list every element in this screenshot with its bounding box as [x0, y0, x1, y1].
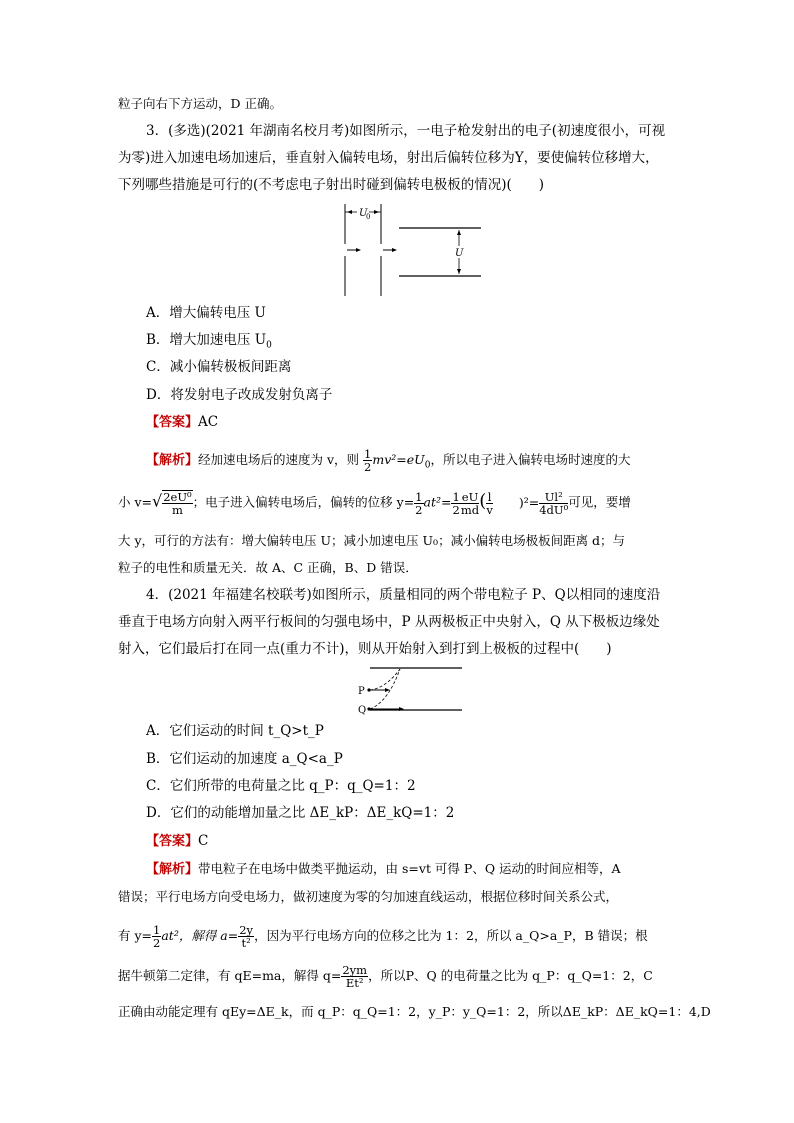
q4-figure-parallel-plates	[352, 662, 468, 718]
q4-solution-line2: 错误；平行电场方向受电场力，做初速度为零的匀加速直线运动，根据位移时间关系公式，	[118, 889, 619, 904]
fig-label-u0: U	[359, 208, 368, 219]
q4-solution-line5: 正确由动能定理有 qEy=ΔE_k，而 q_P：q_Q=1：2，y_P：y_Q=1：2，所以ΔE_kP：ΔE_kQ=1：4,D	[118, 1004, 711, 1019]
q4-answer: 【答案】C	[146, 833, 209, 849]
q3-stem-line3: 下列哪些措施是可行的(不考虑电子射出时碰到偏转电极板的情况)( )	[118, 177, 545, 193]
q3-stem-line1: 3．(多选)(2021 年湖南名校月考)如图所示，一电子枪发射出的电子(初速度很小，可视	[146, 123, 666, 139]
q3-option-d: D．将发射电子改成发射负离子	[146, 387, 333, 403]
fig-label-p: P	[358, 686, 365, 697]
text-line: 粒子向右下方运动，D 正确。	[118, 96, 282, 111]
q3-solution-line4: 粒子的电性和质量无关．故 A、C 正确，B、D 错误．	[118, 560, 418, 575]
q4-stem-line2: 垂直于电场方向射入两平行板间的匀强电场中，P 从两极板正中央射入，Q 从下极板边缘处	[118, 614, 660, 630]
q4-solution-line4: 据牛顿第二定律，有 qE=ma，解得 q= $\frac{2ym}{\text{Et²}}$ ，所以P、Q 的电荷量之比为 q_P：q_Q=1：2，C	[118, 963, 653, 990]
q4-option-a: A．它们运动的时间 t_Q>t_P	[146, 723, 324, 739]
q4-stem-line1: 4．(2021 年福建名校联考)如图所示，质量相同的两个带电粒子 P、Q以相同的速度沿	[146, 587, 661, 603]
q4-option-c: C．它们所带的电荷量之比 q_P：q_Q=1：2	[146, 778, 416, 794]
q3-stem-line2: 为零)进入加速电场加速后，垂直射入偏转电场，射出后偏转位移为Y，要使偏转位移增大，	[118, 150, 659, 166]
q4-stem-line3: 射入，它们最后打在同一点(重力不计)，则从开始射入到打到上极板的过程中( )	[118, 641, 612, 657]
q3-option-b: B．增大加速电压 $U_0$	[146, 332, 272, 351]
q4-solution-line1: 【解析】带电粒子在电场中做类平抛运动，由 s=vt 可得 P、Q 运动的时间应相等，A	[146, 861, 621, 877]
q4-solution-line3: 有 y= $\frac{1}{2}$ at²，解得 a= $\frac{2y}{\text{t²}}$ ，因为平行电场方向的位移之比为 1：2，所以 a_Q>a_P，B 错误；根	[118, 923, 648, 950]
q3-option-c: C．减小偏转极板间距离	[146, 359, 292, 375]
q3-solution-line1: 【解析】经加速电场后的速度为 v，则 $\frac{1}{2}$ $mv^2=eU_0$，所以电子进入偏转电场时速度的大	[146, 447, 631, 474]
fig-label-u0-sub: 0	[366, 213, 371, 221]
q3-figure-electron-gun	[335, 200, 485, 300]
fig-label-u: U	[455, 248, 464, 259]
q3-option-a: A．增大偏转电压 U	[146, 305, 266, 321]
q3-solution-line2: 小 v=√ $\frac{\text{2eU⁰}}{m}$ ；电子进入偏转电场后，偏转的位移 y= $\frac{1}{2}$ at²= $\frac{1}{2}$ $\frac{eU}{md}$ ( $\frac{l}{v}$ )²= $\frac{\text{Ul²}}{\text{4dU⁰}}$ 可见，要增	[118, 489, 631, 517]
q4-option-d: D．它们的动能增加量之比 ΔE_kP：ΔE_kQ=1：2	[146, 805, 455, 821]
fig-label-q: Q	[358, 705, 367, 716]
q3-answer: 【答案】AC	[146, 414, 219, 430]
q4-option-b: B．它们运动的加速度 a_Q<a_P	[146, 751, 343, 767]
q3-solution-line3: 大 y，可行的方法有：增大偏转电压 U；减小加速电压 U₀；减小偏转电场极板间距离 d；与	[118, 533, 626, 548]
